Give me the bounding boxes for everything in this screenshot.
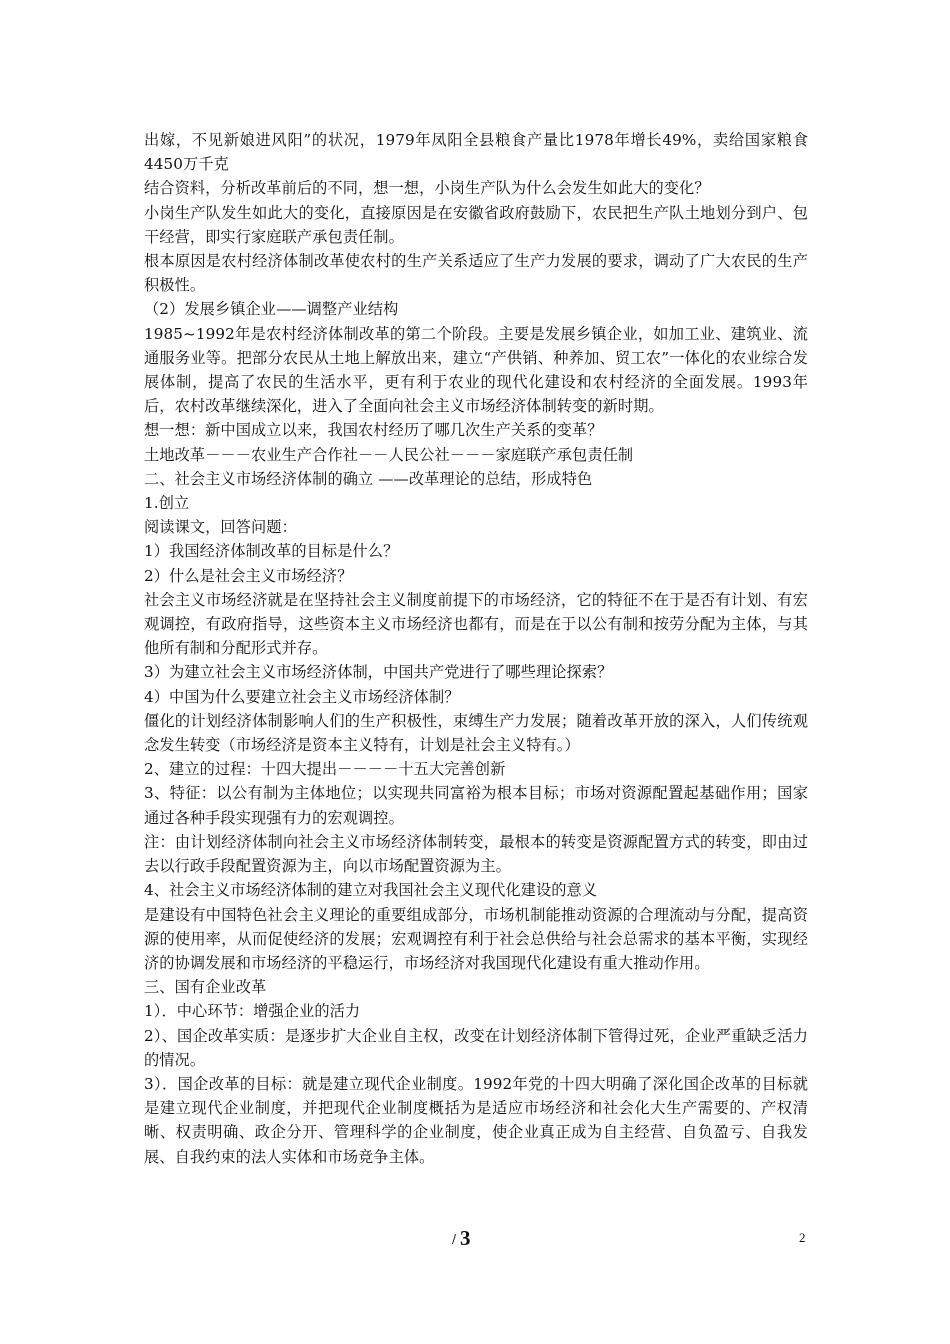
question: 3）为建立社会主义市场经济体制，中国共产党进行了哪些理论探索？ (144, 663, 613, 682)
paragraph: 2、建立的过程：十四大提出－－－－十五大完善创新 (144, 760, 506, 779)
question: 1）我国经济体制改革的目标是什么？ (144, 542, 399, 561)
section-heading: （2）发展乡镇企业——调整产业结构 (144, 300, 399, 319)
paragraph: 3）．国企改革的目标：就是建立现代企业制度。1992年党的十四大明确了深化国企改革的目标就是建立现代企业制度，并把现代企业制度概括为是适应市场经济和社会化大生产需要的、产权清晰、权责明确、政企分开、管理科学的企业制度，使企业真正成为自主经营、自负盈亏、自我发展、自我约束的法人实体和市场竞争主体。 (144, 1074, 808, 1166)
paragraph: 社会主义市场经济就是在坚持社会主义制度前提下的市场经济，它的特征不在于是否有计划、有宏观调控，有政府指导，这些资本主义市场经济也都有，而是在于以公有制和按劳分配为主体，与其他所有制和分配形式并存。 (144, 590, 808, 658)
page-number: 2 (799, 1230, 806, 1245)
paragraph: 出嫁，不见新娘进风阳”的状况，1979年凤阳全县粮食产量比1978年增长49%，卖给国家粮食4450万千克 (144, 131, 808, 174)
page-total-indicator (452, 1226, 471, 1251)
paragraph: 根本原因是农村经济体制改革使农村的生产关系适应了生产力发展的要求，调动了广大农民的生产积极性。 (144, 252, 808, 295)
note: 注：由计划经济体制向社会主义市场经济体制转变，最根本的转变是资源配置方式的转变，即由过去以行政手段配置资源为主，向以市场配置资源为主。 (144, 832, 808, 876)
paragraph: 1985~1992年是农村经济体制改革的第二个阶段。主要是发展乡镇企业，如加工业、建筑业、流通服务业等。把部分农民从土地上解放出来，建立“产供销、种养加、贸工农”一体化的农业综合发展体制，提高了农民的生活水平，更有利于农业的现代化建设和农村经济的全面发展。1993年后，农村改革继续深化，进入了全面向社会主义市场经济体制转变的新时期。 (144, 324, 808, 416)
section-heading: 三、国有企业改革 (144, 978, 267, 997)
question: 4）中国为什么要建立社会主义市场经济体制？ (144, 687, 460, 706)
body-text (144, 128, 808, 1169)
total-pages: 3 (460, 1226, 471, 1250)
subsection-heading: 4、社会主义市场经济体制的建立对我国社会主义现代化建设的意义 (144, 881, 598, 900)
paragraph: 僵化的计划经济体制影响人们的生产积极性，束缚生产力发展；随着改革开放的深入，人们传统观念发生转变（市场经济是资本主义特有，计划是社会主义特有。） (144, 711, 808, 755)
paragraph: 阅读课文，回答问题： (144, 518, 297, 537)
page-separator: / (452, 1232, 457, 1246)
paragraph: 2）、国企改革实质：是逐步扩大企业自主权，改变在计划经济体制下管得过死，企业严重缺乏活力的情况。 (144, 1026, 808, 1069)
paragraph: 3、特征：以公有制为主体地位；以实现共同富裕为根本目标；市场对资源配置起基础作用；国家通过各种手段实现强有力的宏观调控。 (144, 784, 808, 827)
question: 2）什么是社会主义市场经济？ (144, 566, 353, 585)
paragraph: 是建设有中国特色社会主义理论的重要组成部分，市场机制能推动资源的合理流动与分配，提高资源的使用率，从而促使经济的发展；宏观调控有利于社会总供给与社会总需求的基本平衡，实现经济的协调发展和市场经济的平稳运行，市场经济对我国现代化建设有重大推动作用。 (144, 905, 808, 972)
paragraph: 1）．中心环节：增强企业的活力 (144, 1002, 361, 1021)
question: 想一想：新中国成立以来，我国农村经历了哪几次生产关系的变革？ (144, 421, 603, 440)
paragraph: 土地改革－－－农业生产合作社－－人民公社－－－家庭联产承包责任制 (144, 445, 634, 464)
section-heading: 二、社会主义市场经济体制的确立 ——改革理论的总结，形成特色 (144, 469, 593, 488)
paragraph: 小岗生产队发生如此大的变化，直接原因是在安徽省政府鼓励下，农民把生产队土地划分到户、包干经营，即实行家庭联产承包责任制。 (144, 203, 808, 246)
paragraph: 结合资料，分析改革前后的不同，想一想，小岗生产队为什么会发生如此大的变化？ (144, 179, 710, 198)
subsection-heading: 1.创立 (144, 494, 190, 513)
